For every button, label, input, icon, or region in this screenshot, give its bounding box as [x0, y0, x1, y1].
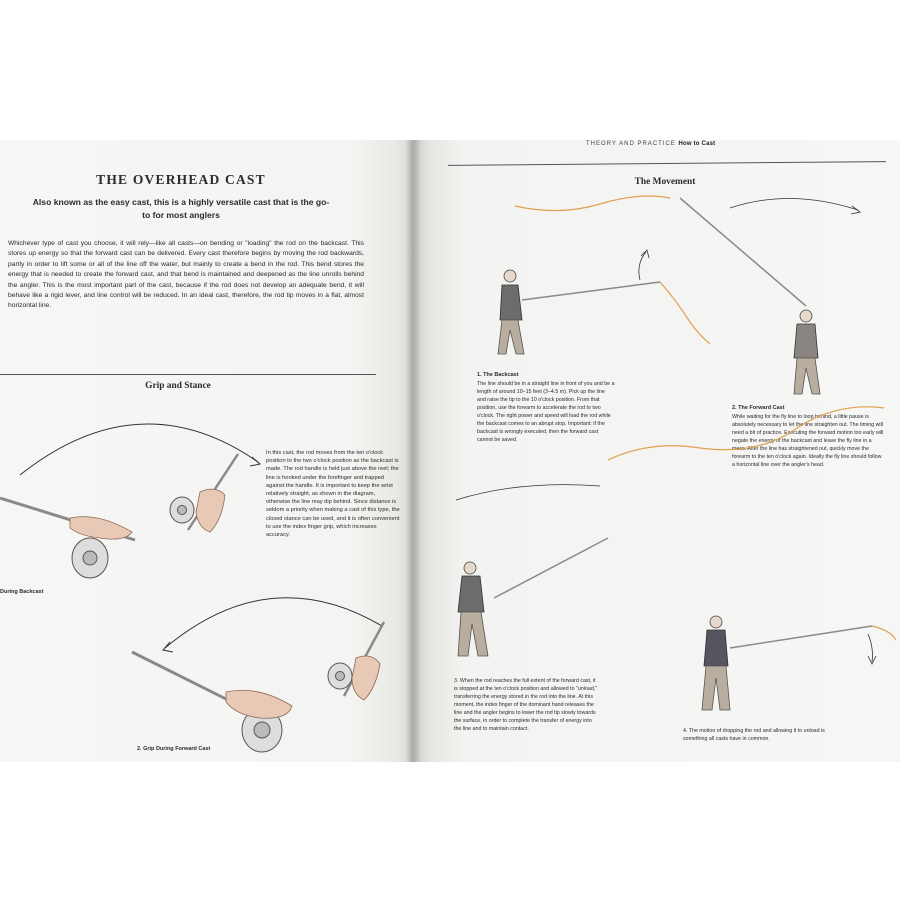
movement-heading: The Movement: [634, 177, 696, 187]
forward-arc: [165, 598, 382, 648]
grip-stance-heading: Grip and Stance: [145, 381, 211, 391]
backcast-arc: [20, 424, 258, 475]
angler-figure-2: [794, 310, 820, 394]
step2-title: 2. The Forward Cast: [732, 405, 785, 411]
fly-line-step1-top: [515, 196, 670, 211]
rod-step1: [522, 282, 660, 300]
running-head-section: THEORY AND PRACTICE: [586, 141, 676, 147]
motion-arc-step2: [730, 198, 858, 210]
book-spread: [0, 140, 900, 762]
step1-paragraph: The line should be in a straight line in front of you and be a length of around 10–15 feet (3–4.5 m). Pick up the line and raise the tip to the 10 o'clock position. From that position, use the forearm to accelerate the rod to two o'clock. The right power and speed will load the rod while the backcast comes to an abrupt stop. Important: if the backcast is wrongly executed, then the forward cast cannot be saved.: [477, 381, 615, 443]
hand-small-lower: [352, 656, 380, 700]
angler-figure-3: [458, 562, 488, 656]
caption-grip-backcast: During Backcast: [0, 589, 44, 595]
step2-paragraph: While waiting for the fly line to loop behind, a little pause is absolutely necessary to let the line straighten out. The timing will need a bit of practice. Executing the forward motion too early will negate the energy of the backcast and leave the fly line in a mess. After the line has straightened out, quickly move the forearm to the ten o'clock again. Ideally the fly line should follow a horizontal line over the angler's head.: [732, 414, 884, 468]
backcast-arc-arrow: [250, 457, 260, 466]
running-head-chapter: How to Cast: [678, 141, 716, 147]
rod-step3: [494, 538, 608, 598]
step4-paragraph: 4. The motion of dropping the rod and allowing it to unload is something all casts have in common.: [683, 728, 825, 742]
motion-arrow-step1: [639, 252, 646, 280]
caption-grip-forward: 2. Grip During Forward Cast: [137, 746, 211, 752]
page-title: THE OVERHEAD CAST: [96, 172, 266, 187]
grip-paragraph: In this cast, the rod moves from the ten o'clock position to the two o'clock position as the backcast is made. The rod handle is held just above the reel; the line is hooked under the forefinger and trapped against the handle. It is important to keep the wrist relatively straight, as shown in the diagram, otherwise the line may dip behind. Since distance is seldom a priority when making a cast of this type, the closed stance can be used, and it is often convenient to use the index finger grip, which increases accuracy.: [266, 450, 400, 539]
rod-step4: [730, 626, 872, 648]
hand-forward: [226, 690, 292, 718]
illustrations: [0, 140, 900, 762]
step1-title: 1. The Backcast: [477, 372, 519, 378]
fly-line-step4: [872, 626, 896, 640]
rod-step2: [680, 198, 806, 306]
step3-paragraph: 3. When the rod reaches the full extent of the forward cast, it is stopped at the ten o'clock position and allowed to "unload," transferring the energy stored in the rod into the line. At this moment, the index finger of the dominant hand releases the line and the angler begins to lower the rod tip slowly towards the surface, in order to complete the transfer of energy into the line and to maintain contact.: [454, 678, 598, 732]
page-subtitle: Also known as the easy cast, this is a highly versatile cast that is the go-to for most anglers: [32, 197, 330, 220]
angler-figure-1: [498, 270, 524, 354]
fly-line-step2: [608, 407, 884, 460]
fly-line-step1-loop: [660, 282, 710, 344]
motion-arc-step3: [456, 485, 600, 500]
hand-backcast: [70, 517, 132, 540]
forward-arc-arrow: [163, 642, 173, 652]
intro-paragraph: Whichever type of cast you choose, it will rely—like all casts—on bending or "loading" the rod on the backcast. This stores up energy so that the forward cast can be delivered. Every cast therefore begins by moving the rod backwards, partly in order to lift some or all of the line off the water, but mainly to create a bend in the rod. This bend stores the energy that is needed to create the forward cast, and that bend is maintained and deepened as the line unrolls behind the angler. This is the most important part of the cast, because if the rod does not develop an adequate bend, it will behave like a rigid lever, and line control will be reduced. In an ideal cast, therefore, the rod tip moves in a flat, almost horizontal line.: [8, 240, 364, 310]
hand-small-upper: [196, 489, 225, 532]
angler-figure-4: [702, 616, 730, 710]
